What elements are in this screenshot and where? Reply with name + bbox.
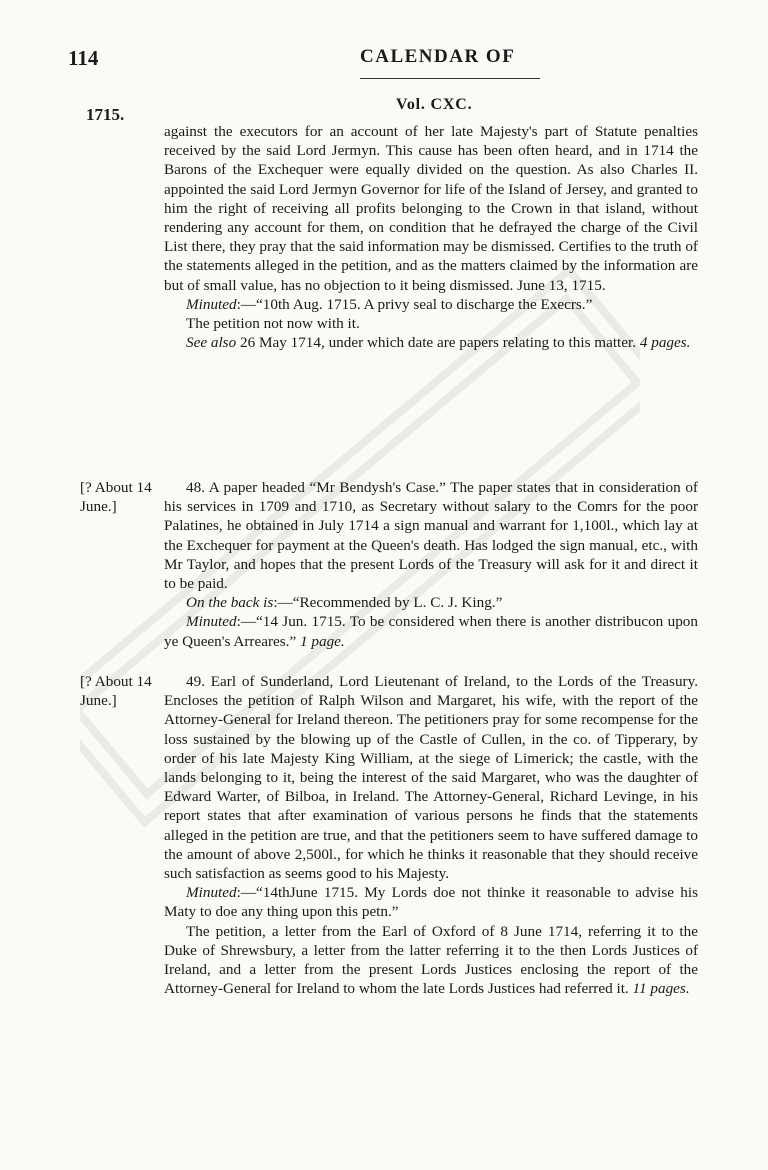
page-number: 114 bbox=[68, 46, 99, 70]
entry-47-body: against the executors for an account of her late Majesty's part of Statute penalties received by the said Lord Jermyn. This cause has been often heard, and in 1714 the Barons of the Exchequer were equally divided on the question. As also Charles II. appointed the said Lord Jermyn Governor for life of the Island of Jersey, and granted to him the right of receiving all profits belonging to the Crown in that island, without rendering any account for them, on condition that he defrayed the charge of the Civil List there, they pray that the said information may be dismissed. Certifies to the truth of the statements alleged in the petition, and as the matters claimed by the information are but of small value, has no objection to it being dismissed. June 13, 1715. bbox=[164, 123, 698, 294]
header-rule bbox=[360, 78, 540, 79]
minuted-label: Minuted bbox=[186, 295, 237, 313]
entry-47-see-also bbox=[164, 333, 698, 352]
entry-49-pages: 11 pages. bbox=[632, 980, 690, 998]
entry-48-margin-date: [? About 14 June.] bbox=[80, 479, 152, 516]
entry-48 bbox=[164, 478, 698, 651]
running-title: CALENDAR OF bbox=[360, 46, 516, 67]
entry-47-minuted bbox=[164, 295, 698, 314]
minuted-text: :—“10th Aug. 1715. A privy seal to discharge the Execrs.” bbox=[236, 295, 593, 313]
see-also-label: See also bbox=[186, 334, 237, 352]
entry-49 bbox=[164, 672, 698, 998]
see-also-text: 26 May 1714, under which date are papers relating to this matter. bbox=[240, 334, 637, 352]
entry-49-body: 49. Earl of Sunderland, Lord Lieutenant of Ireland, to the Lords of the Treasury. Encloses the petition of Ralph Wilson and Margaret, his wife, with the report of the Attorney-General for Ireland thereon. The petitioners pray for some recompense for the loss sustained by the blowing up of the Castle of Cullen, in the co. of Tipperary, by order of his late Majesty King William, at the siege of Limerick; the castle, with the lands belonging to it, being the interest of the said Margaret, who was the daughter of Edward Warter, of Bilboa, in Ireland. The Attorney-General, Richard Levinge, in his report states that after examination of various persons he finds that the statements alleged in the petition are true, and that the petitioners seem to have suffered damage to the amount of above 2,500l., for which he thinks it reasonable that they should receive such satisfaction as seems good to his Majesty. bbox=[164, 673, 698, 883]
entry-48-minuted bbox=[164, 612, 698, 650]
minuted-label: Minuted bbox=[186, 613, 237, 631]
enclosures-text: The petition, a letter from the Earl of Oxford of 8 June 1714, referring it to the Duke of Shrewsbury, a letter from the latter referring it to the then Lords Justices of Ireland, and a letter from the present Lords Justices enclosing the report of the Attorney-General for Ireland to whom the late Lords Justices had referred it. bbox=[164, 922, 698, 998]
entry-47-continuation bbox=[164, 122, 698, 352]
entry-49-margin-date: [? About 14 June.] bbox=[80, 673, 152, 710]
back-label: On the back is bbox=[186, 594, 274, 612]
year-label: 1715. bbox=[86, 105, 125, 124]
page-header bbox=[0, 40, 768, 80]
entry-49-minuted bbox=[164, 883, 698, 921]
minuted-text: :—“14thJune 1715. My Lords doe not thinke it reasonable to advise his Maty to doe any thing upon this petn.” bbox=[164, 884, 698, 921]
volume-label: Vol. CXC. bbox=[396, 96, 473, 113]
back-text: :—“Recommended by L. C. J. King.” bbox=[273, 594, 503, 612]
minuted-label: Minuted bbox=[186, 884, 237, 902]
minuted-text: :—“14 Jun. 1715. To be considered when there is another distribucon upon ye Queen's Arreares.” bbox=[164, 613, 698, 650]
entry-48-back bbox=[164, 593, 698, 612]
entry-48-pages: 1 page. bbox=[299, 632, 345, 650]
entry-47-petition-note: The petition not now with it. bbox=[186, 315, 360, 333]
entry-49-enclosures bbox=[164, 922, 698, 999]
entry-47-pages: 4 pages. bbox=[639, 334, 691, 352]
entry-48-body: 48. A paper headed “Mr Bendysh's Case.” The paper states that in consideration of his services in 1709 and 1710, as Secretary without salary to the Comrs for the poor Palatines, he obtained in July 1714 a sign manual and warrant for 1,100l., which lay at the Exchequer for payment at the Queen's death. Has lodged the sign manual, etc., with Mr Taylor, and hopes that the present Lords of the Treasury will ask for it and direct it to be paid. bbox=[164, 479, 698, 593]
